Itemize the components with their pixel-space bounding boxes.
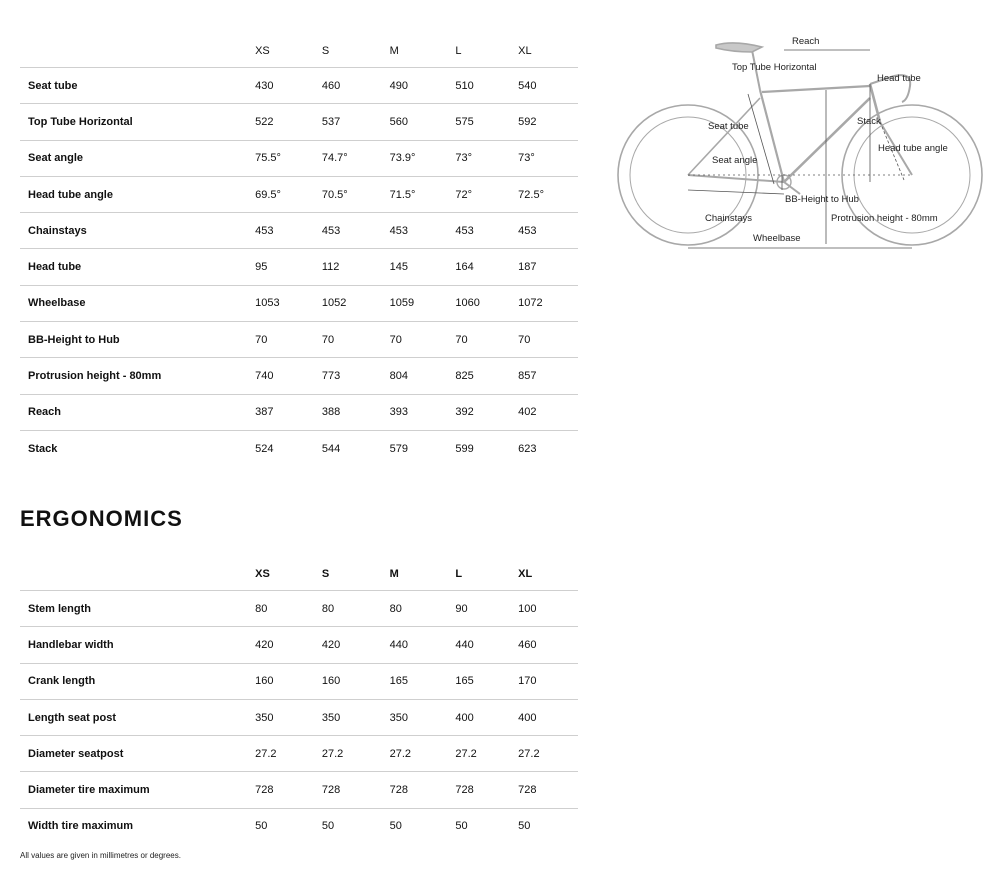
ergonomics-value-cell: 27.2 [247,736,322,772]
ergonomics-value-cell: 728 [322,772,390,808]
ergonomics-value-cell: 400 [455,699,518,735]
down-tube-line [784,98,870,182]
ergonomics-row-label: Handlebar width [20,627,247,663]
ergonomics-value-cell: 440 [455,627,518,663]
geometry-value-cell: 540 [518,68,578,104]
size-header-xs: XS [255,568,270,580]
ergonomics-value-cell: 80 [322,591,390,627]
ergonomics-title: ERGONOMICS [20,506,183,531]
geometry-row [20,176,578,212]
ergonomics-value-cell: 50 [518,808,578,844]
diagram-label-seat-angle: Seat angle [712,155,758,166]
geometry-value-cell: 70.5° [322,176,390,212]
geometry-value-cell: 537 [322,104,390,140]
geometry-row-label: Seat angle [20,140,247,176]
footnote: All values are given in millimetres or degrees. [20,851,181,860]
geometry-row [20,140,578,176]
size-header-s: S [321,568,330,580]
geometry-value-cell: 1052 [322,285,390,321]
geometry-value-cell: 510 [455,68,518,104]
ergonomics-value-cell: 728 [455,772,518,808]
diagram-label-bb-height: BB-Height to Hub [785,194,859,205]
geometry-value-cell: 71.5° [390,176,456,212]
geometry-row [20,322,578,358]
ergonomics-value-cell: 80 [247,591,322,627]
geometry-value-cell: 74.7° [322,140,390,176]
ergonomics-row [20,808,578,844]
geometry-value-cell: 392 [455,394,518,430]
ergonomics-value-cell: 50 [247,808,322,844]
size-header-xl: XL [518,568,533,580]
size-header-xs: XS [255,45,270,57]
geometry-row [20,104,578,140]
geometry-value-cell: 825 [455,358,518,394]
geometry-value-cell: 453 [322,213,390,249]
ergonomics-row [20,627,578,663]
geometry-value-cell: 544 [322,430,390,466]
geometry-value-cell: 70 [455,322,518,358]
geometry-value-cell: 393 [390,394,456,430]
ergonomics-value-cell: 160 [247,663,322,699]
geometry-row-label: Seat tube [20,68,247,104]
geometry-row [20,285,578,321]
ergonomics-row-label: Diameter tire maximum [20,772,247,808]
geometry-value-cell: 73° [518,140,578,176]
diagram-label-stack: Stack [857,116,881,127]
ergonomics-row [20,591,578,627]
ergonomics-value-cell: 100 [518,591,578,627]
geometry-row-label: Wheelbase [20,285,247,321]
geometry-value-cell: 112 [322,249,390,285]
ergonomics-value-cell: 350 [390,699,456,735]
ergonomics-row-label: Diameter seatpost [20,736,247,772]
ergonomics-value-cell: 170 [518,663,578,699]
diagram-label-head-tube-angle: Head tube angle [878,143,948,154]
geometry-value-cell: 72.5° [518,176,578,212]
geometry-header-row [20,35,578,68]
geometry-value-cell: 599 [455,430,518,466]
diagram-label-chainstays: Chainstays [705,213,752,224]
geometry-row-label: Chainstays [20,213,247,249]
geometry-table-body [20,68,578,467]
geometry-row-label: Top Tube Horizontal [20,104,247,140]
bike-geometry-diagram [612,30,992,250]
geometry-value-cell: 460 [322,68,390,104]
geometry-value-cell: 592 [518,104,578,140]
ergonomics-value-cell: 160 [322,663,390,699]
diagram-label-protrusion: Protrusion height - 80mm [831,213,938,224]
geometry-row-label: Protrusion height - 80mm [20,358,247,394]
diagram-label-head-tube: Head tube [877,73,921,84]
geometry-value-cell: 773 [322,358,390,394]
seat-tube-line [760,90,784,182]
ergonomics-value-cell: 90 [455,591,518,627]
geometry-value-cell: 575 [455,104,518,140]
geometry-row [20,213,578,249]
ergonomics-table-body [20,591,578,845]
ergonomics-value-cell: 27.2 [390,736,456,772]
ergonomics-header-spacer [20,558,247,591]
ergonomics-row [20,663,578,699]
ergonomics-value-cell: 420 [247,627,322,663]
ergonomics-value-cell: 165 [390,663,456,699]
geometry-row [20,358,578,394]
seat-tube-dimension-line [748,94,774,184]
geometry-value-cell: 70 [390,322,456,358]
ergonomics-row [20,699,578,735]
ergonomics-row-label: Crank length [20,663,247,699]
size-header-l: L [455,568,463,580]
ergonomics-value-cell: 80 [390,591,456,627]
saddle-shape [716,43,762,52]
geometry-row-label: BB-Height to Hub [20,322,247,358]
ergonomics-value-cell: 728 [247,772,322,808]
ergonomics-row [20,772,578,808]
geometry-row-label: Head tube angle [20,176,247,212]
size-header-xl: XL [518,45,532,57]
geometry-value-cell: 145 [390,249,456,285]
geometry-value-cell: 73° [455,140,518,176]
ergonomics-value-cell: 50 [322,808,390,844]
geometry-value-cell: 430 [247,68,322,104]
geometry-value-cell: 402 [518,394,578,430]
geometry-value-cell: 1072 [518,285,578,321]
geometry-value-cell: 1059 [390,285,456,321]
geometry-row-label: Reach [20,394,247,430]
geometry-value-cell: 70 [518,322,578,358]
ergonomics-value-cell: 728 [390,772,456,808]
ergonomics-row-label: Stem length [20,591,247,627]
geometry-value-cell: 73.9° [390,140,456,176]
geometry-value-cell: 524 [247,430,322,466]
geometry-value-cell: 560 [390,104,456,140]
geometry-row [20,430,578,466]
ergonomics-value-cell: 165 [455,663,518,699]
geometry-value-cell: 95 [247,249,322,285]
ergonomics-value-cell: 350 [322,699,390,735]
ergonomics-row-label: Length seat post [20,699,247,735]
geometry-row [20,249,578,285]
ergonomics-value-cell: 728 [518,772,578,808]
geometry-value-cell: 453 [390,213,456,249]
ergonomics-table [20,558,578,844]
geometry-value-cell: 164 [455,249,518,285]
ergonomics-value-cell: 50 [390,808,456,844]
geometry-value-cell: 70 [247,322,322,358]
geometry-value-cell: 522 [247,104,322,140]
ergonomics-value-cell: 420 [322,627,390,663]
geometry-value-cell: 387 [247,394,322,430]
geometry-value-cell: 453 [455,213,518,249]
ergonomics-value-cell: 50 [455,808,518,844]
diagram-label-wheelbase: Wheelbase [753,233,801,244]
size-header-m: M [389,45,399,57]
geometry-table [20,35,578,466]
ergonomics-value-cell: 27.2 [518,736,578,772]
geometry-row-label: Head tube [20,249,247,285]
size-header-s: S [321,45,330,57]
chainstay-dimension-line [688,190,784,194]
geometry-value-cell: 69.5° [247,176,322,212]
geometry-row [20,394,578,430]
geometry-value-cell: 72° [455,176,518,212]
geometry-value-cell: 453 [518,213,578,249]
geometry-value-cell: 388 [322,394,390,430]
ergonomics-row [20,736,578,772]
geometry-value-cell: 70 [322,322,390,358]
geometry-value-cell: 1060 [455,285,518,321]
chainstay-line [688,175,784,182]
diagram-label-seat-tube: Seat tube [708,121,749,132]
geometry-row-label: Stack [20,430,247,466]
ergonomics-value-cell: 27.2 [455,736,518,772]
ergonomics-value-cell: 440 [390,627,456,663]
geometry-row [20,68,578,104]
geometry-value-cell: 187 [518,249,578,285]
diagram-label-top-tube: Top Tube Horizontal [732,62,817,73]
size-header-m: M [389,568,399,580]
size-header-l: L [455,45,462,57]
geometry-value-cell: 453 [247,213,322,249]
ergonomics-value-cell: 400 [518,699,578,735]
geometry-value-cell: 804 [390,358,456,394]
geometry-value-cell: 75.5° [247,140,322,176]
ergonomics-value-cell: 350 [247,699,322,735]
ergonomics-header-row [20,558,578,591]
geometry-value-cell: 1053 [247,285,322,321]
geometry-value-cell: 740 [247,358,322,394]
ergonomics-value-cell: 27.2 [322,736,390,772]
geometry-value-cell: 579 [390,430,456,466]
diagram-label-reach: Reach [792,36,820,47]
geometry-value-cell: 490 [390,68,456,104]
geometry-value-cell: 857 [518,358,578,394]
ergonomics-row-label: Width tire maximum [20,808,247,844]
top-tube-line [762,86,870,92]
ergonomics-value-cell: 460 [518,627,578,663]
geometry-value-cell: 623 [518,430,578,466]
geometry-header-spacer [20,35,247,68]
